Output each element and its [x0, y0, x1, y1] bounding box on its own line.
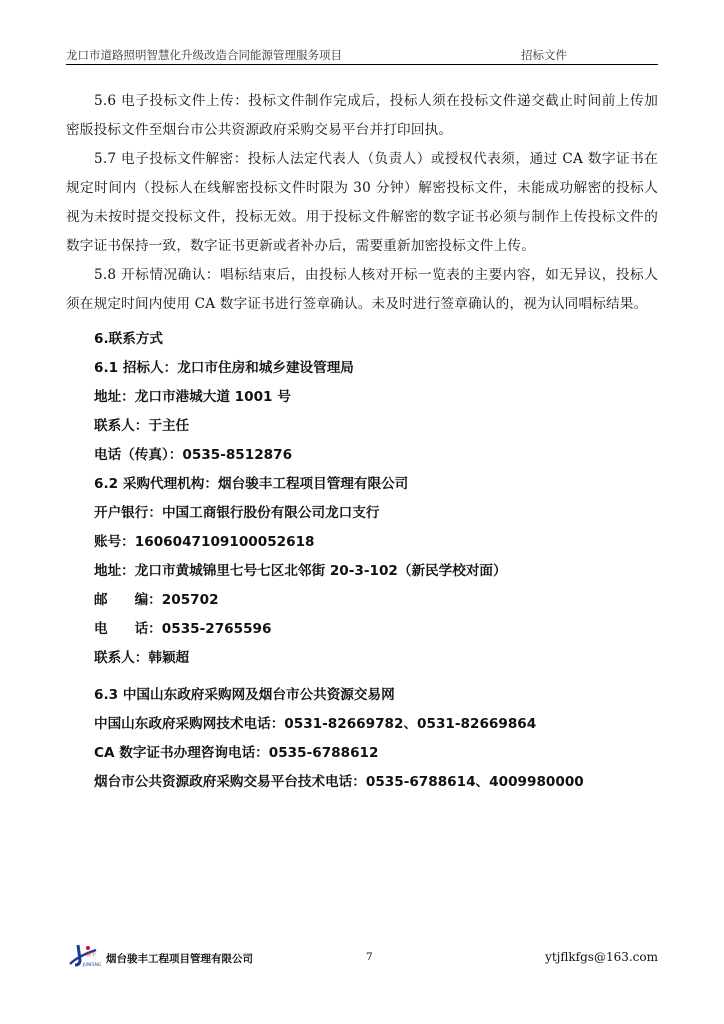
agency-contact: 联系人：韩颖超: [94, 650, 190, 666]
agency-bank: 开户银行：中国工商银行股份有限公司龙口支行: [94, 505, 380, 521]
tel-label-b: 话：0535-2765596: [134, 621, 272, 637]
footer-company: 烟台骏丰工程项目管理有限公司: [106, 953, 253, 965]
agency-tel: [66, 615, 658, 644]
footer-email[interactable]: ytjflkfgs@163.com: [545, 950, 658, 964]
network-title: 6.3 中国山东政府采购网及烟台市公共资源交易网: [94, 687, 395, 703]
paragraph-5-7: 5.7 电子投标文件解密：投标人法定代表人（负责人）或授权代表须，通过 CA 数字证书在规定时间内（投标人在线解密投标文件时限为 30 分钟）解密投标文件，未能成功解密的投标人视为未按时提交投标文件，投标无效。用于投标文件解密的数字证书必须与制作上传投标文件的数字证书保持一致，数字证书更新或者补办后，需要重新加密投标文件上传。: [66, 151, 658, 254]
buyer-title: 6.1 招标人：龙口市住房和城乡建设管理局: [94, 360, 354, 376]
ca-support-phone: CA 数字证书办理咨询电话：0535-6788612: [94, 745, 379, 761]
paragraph-5-8: 5.8 开标情况确认：唱标结束后，由投标人核对开标一览表的主要内容，如无异议，投标人须在规定时间内使用 CA 数字证书进行签章确认。未及时进行签章确认的，视为认同唱标结果。: [66, 267, 658, 312]
agency-postcode: [66, 586, 658, 615]
agency-account: 账号：1606047109100052618: [94, 534, 315, 550]
buyer-phone: 电话（传真）：0535-8512876: [94, 447, 293, 463]
svg-text:JUNFENG: JUNFENG: [83, 962, 102, 967]
page-footer: [66, 940, 658, 970]
buyer-contact: 联系人：于主任: [94, 418, 190, 434]
paragraph-5-6: 5.6 电子投标文件上传：投标文件制作完成后，投标人须在投标文件递交截止时间前上传加密版投标文件至烟台市公共资源政府采购交易平台并打印回执。: [66, 93, 658, 138]
page-number: 7: [366, 951, 373, 963]
header-project-title: 龙口市道路照明智慧化升级改造合同能源管理服务项目: [66, 48, 342, 62]
page-header: [66, 40, 658, 65]
postcode-label-b: 编：205702: [134, 592, 219, 608]
header-doc-type: 招标文件: [521, 48, 567, 62]
company-logo-icon: [66, 942, 106, 968]
postcode-label-a: 邮: [94, 592, 108, 608]
contacts-section-title: 6.联系方式: [94, 331, 163, 347]
sd-support-phone: 中国山东政府采购网技术电话：0531-82669782、0531-82669864: [94, 716, 537, 732]
buyer-address: 地址：龙口市港城大道 1001 号: [94, 389, 291, 405]
agency-title: 6.2 采购代理机构：烟台骏丰工程项目管理有限公司: [94, 476, 409, 492]
page-body: [66, 87, 658, 797]
agency-address: 地址：龙口市黄城锦里七号七区北邻街 20-3-102（新民学校对面）: [94, 563, 507, 579]
tel-label-a: 电: [94, 621, 108, 637]
yt-support-phone: 烟台市公共资源政府采购交易平台技术电话：0535-6788614、4009980000: [94, 774, 584, 790]
svg-text:骏丰: 骏丰: [86, 952, 97, 958]
